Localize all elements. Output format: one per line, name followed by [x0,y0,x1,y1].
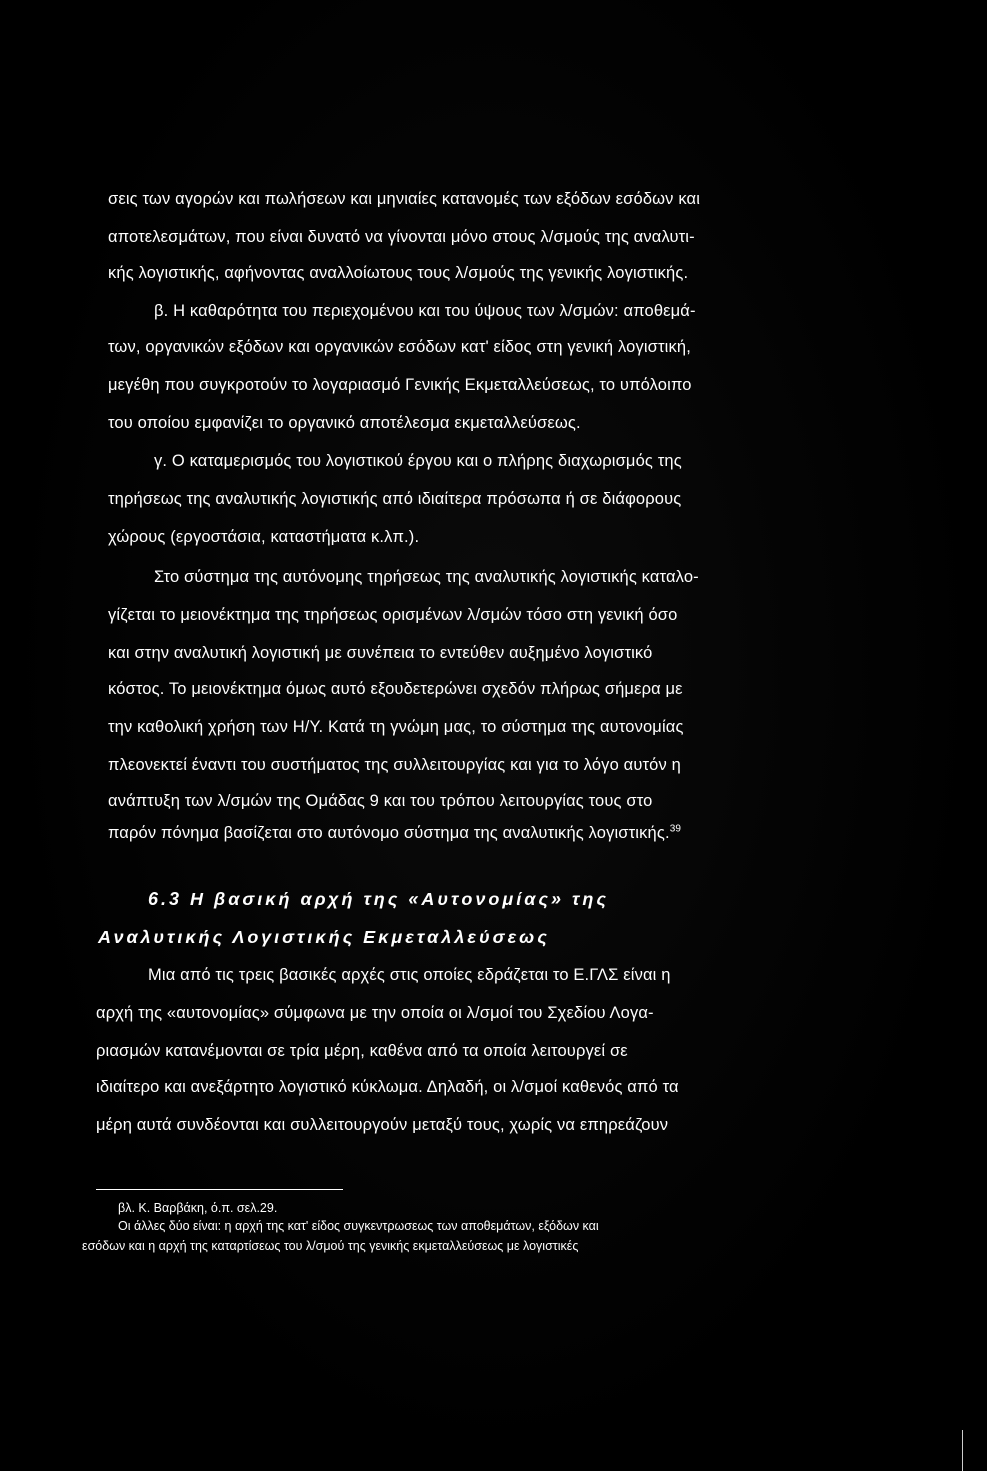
scan-artifact [962,1430,963,1471]
text-line-content: κόστος. Το μειονέκτημα όμως αυτό εξουδετερώνει σχεδόν πλήρως σήμερα με [108,680,683,698]
text-line [108,604,677,626]
text-line [108,336,691,358]
text-line [108,822,681,844]
text-line-content: β. Η καθαρότητα του περιεχομένου και του ύψους των λ/σμών: αποθεμά- [154,302,696,320]
text-line-content: ριασμών κατανέμονται σε τρία μέρη, καθένα από τα οποία λειτουργεί σε [96,1042,628,1060]
section-text-line [96,1114,668,1136]
text-line-content: ανάπτυξη των λ/σμών της Ομάδας 9 και του τρόπου λειτουργίας τους στο [108,792,653,810]
section-text-line [96,1040,628,1062]
text-line-content: μέρη αυτά συνδέονται και συλλειτουργούν μεταξύ τους, χωρίς να επηρεάζουν [96,1116,669,1134]
text-line [154,450,682,472]
text-line [108,790,652,812]
text-line [108,642,652,664]
text-line [108,716,684,738]
text-line-content: αποτελεσμάτων, που είναι δυνατό να γίνονται μόνο στους λ/σμούς της αναλυτι- [108,228,695,246]
section-heading-text: 6.3 Η βασική αρχή της «Αυτονομίας» της [148,889,609,909]
text-line [108,526,419,548]
text-line-content: γίζεται το μειονέκτημα της τηρήσεως ορισμένων λ/σμών τόσο στη γενική όσο [108,606,678,624]
footnote-divider [96,1189,343,1190]
footnote-reference: 39 [669,823,682,835]
text-line-content: γ. Ο καταμερισμός του λογιστικού έργου και ο πλήρης διαχωρισμός της [154,452,682,470]
text-line [108,226,695,248]
text-line-content: αρχή της «αυτονομίας» σύμφωνα με την οποία οι λ/σμοί του Σχεδίου Λογα- [96,1004,654,1022]
text-line-content: την καθολική χρήση των Η/Υ. Κατά τη γνώμη μας, το σύστημα της αυτονομίας [108,718,684,736]
text-line [108,188,830,210]
text-line-content: σεις των αγορών και πωλήσεων και μηνιαίες κατανομές των εξόδων εσόδων και [108,190,701,208]
text-line-content: και στην αναλυτική λογιστική με συνέπεια το εντεύθεν αυξημένο λογιστικό [108,644,653,662]
text-line [154,566,699,588]
section-heading-line-1 [148,888,609,910]
text-line-content: του οποίου εμφανίζει το οργανικό αποτέλεσμα εκμεταλλεύσεως. [108,414,581,432]
footnote-2: Οι άλλες δύο είναι: η αρχή της κατ' είδος συγκεντρωσεως των αποθεμάτων, εξόδων και [118,1219,599,1233]
text-line [108,754,681,776]
text-line [108,488,681,510]
text-line-content: χώρους (εργοστάσια, καταστήματα κ.λπ.). [108,528,420,546]
text-line-content: Στο σύστημα της αυτόνομης τηρήσεως της αναλυτικής λογιστικής καταλο- [154,568,699,586]
section-heading-text: Αναλυτικής Λογιστικής Εκμεταλλεύσεως [98,927,550,947]
text-line [108,678,683,700]
text-line-content: κής λογιστικής, αφήνοντας αναλλοίωτους τους λ/σμούς της γενικής λογιστικής. [108,264,689,282]
text-line-content: ιδιαίτερο και ανεξάρτητο λογιστικό κύκλωμα. Δηλαδή, οι λ/σμοί καθενός από τα [96,1078,679,1096]
section-text-line [148,964,671,986]
section-text-line [96,1076,679,1098]
section-heading-line-2 [98,926,550,948]
footnote-2-continuation: εσόδων και η αρχή της καταρτίσεως του λ/σμού της γενικής εκμεταλλεύσεως με λογιστικές [82,1239,579,1253]
text-line-content: των, οργανικών εξόδων και οργανικών εσόδων κατ' είδος στη γενική λογιστική, [108,338,691,356]
text-line [154,300,696,322]
text-line-content: Μια από τις τρεις βασικές αρχές στις οποίες εδράζεται το Ε.ΓΛΣ είναι η [148,966,671,984]
text-line [108,412,581,434]
text-line-content: μεγέθη που συγκροτούν το λογαριασμό Γενικής Εκμεταλλεύσεως, το υπόλοιπο [108,376,692,394]
text-line [108,262,688,284]
footnote-1: βλ. Κ. Βαρβάκη, ό.π. σελ.29. [118,1201,278,1215]
text-line-content: πλεονεκτεί έναντι του συστήματος της συλλειτουργίας και για το λόγο αυτόν η [108,756,681,774]
text-line [108,374,692,396]
text-line-content: τηρήσεως της αναλυτικής λογιστικής από ιδιαίτερα πρόσωπα ή σε διάφορους [108,490,682,508]
text-line-content: παρόν πόνημα βασίζεται στο αυτόνομο σύστημα της αναλυτικής λογιστικής. [108,824,670,842]
section-text-line [96,1002,654,1024]
